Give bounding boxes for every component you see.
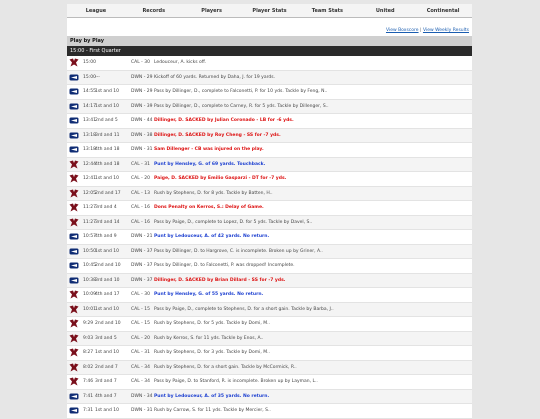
- play-description: Rush by Stephens, D. for a short gain. Tackle by McCormick, R..: [154, 364, 297, 370]
- ball-spot: CAL - 31: [131, 350, 150, 356]
- down-distance: 4th and 18: [95, 147, 120, 153]
- down-distance: 3rd and 14: [95, 219, 120, 225]
- dwn-team-logo-icon: [69, 73, 79, 82]
- play-time: 12:41: [83, 176, 96, 182]
- play-description: Rush by Stephens, D. for 8 yds. Tackle by Batten, H..: [154, 190, 273, 196]
- down-distance: 2nd and 10: [95, 263, 121, 269]
- play-row: [67, 143, 472, 158]
- down-distance: 1st and 10: [95, 248, 120, 254]
- play-row: [67, 56, 472, 71]
- play-time: 10:01: [83, 306, 96, 312]
- view-links: [386, 28, 469, 33]
- down-distance: 2nd and 10: [95, 321, 121, 327]
- play-row: [67, 172, 472, 187]
- play-description: Dons Penalty on Kerros, S.: Delay of Game.: [154, 205, 264, 211]
- play-row-inner: [67, 187, 472, 201]
- ball-spot: CAL - 16: [131, 219, 150, 225]
- play-time: 14:17: [83, 103, 96, 109]
- play-row: [67, 85, 472, 100]
- cal-team-logo-icon: [69, 305, 79, 314]
- play-time: 7:41: [83, 393, 94, 399]
- play-row: [67, 346, 472, 361]
- down-distance: 1st and 10: [95, 89, 120, 95]
- play-description: Rush by Carrow, S. for 11 yds. Tackle by Mercier, S..: [154, 408, 271, 414]
- cal-team-logo-icon: [69, 290, 79, 299]
- ball-spot: DWN - 21: [131, 234, 153, 240]
- down-distance: 1st and 10: [95, 350, 120, 356]
- dwn-team-logo-icon: [69, 276, 79, 285]
- play-description: Ledouceur, A. kicks off.: [154, 60, 207, 66]
- play-description: Pass by Dillinger, D. to Falconetti, P. was dropped! Incomplete.: [154, 263, 295, 269]
- play-time: 8:02: [83, 364, 94, 370]
- down-distance: 4th and 17: [95, 292, 120, 298]
- play-time: 13:18: [83, 132, 96, 138]
- play-row-inner: [67, 216, 472, 230]
- dwn-team-logo-icon: [69, 131, 79, 140]
- ball-spot: DWN - 29: [131, 89, 153, 95]
- play-row: [67, 245, 472, 260]
- play-by-play-header: Play by Play: [67, 36, 472, 46]
- ball-spot: CAL - 15: [131, 306, 150, 312]
- cal-team-logo-icon: [69, 160, 79, 169]
- page: [67, 4, 472, 414]
- play-time: 10:38: [83, 277, 96, 283]
- down-distance: 3rd and 11: [95, 132, 120, 138]
- play-row: [67, 390, 472, 405]
- play-row-inner: [67, 375, 472, 389]
- play-time: 11:27: [83, 205, 96, 211]
- view-boxscore-link[interactable]: View Boxscore: [385, 28, 419, 33]
- cal-team-logo-icon: [69, 363, 79, 372]
- play-row-inner: [67, 71, 472, 85]
- top-navigation: [67, 4, 472, 18]
- play-row-inner: [67, 317, 472, 331]
- nav-continental[interactable]: Continental: [426, 8, 460, 14]
- play-row-inner: [67, 85, 472, 99]
- ball-spot: DWN - 31: [131, 147, 153, 153]
- play-row-inner: [67, 332, 472, 346]
- play-description: Pass by Dillinger, D. to Hargrove, C. is incomplete. Broken up by Griner, A..: [154, 248, 323, 254]
- cal-team-logo-icon: [69, 58, 79, 67]
- down-distance: 2nd and 17: [95, 190, 121, 196]
- cal-team-logo-icon: [69, 348, 79, 357]
- cal-team-logo-icon: [69, 334, 79, 343]
- ball-spot: CAL - 34: [131, 379, 150, 385]
- nav-league[interactable]: League: [85, 8, 107, 14]
- ball-spot: DWN - 44: [131, 118, 153, 124]
- dwn-team-logo-icon: [69, 406, 79, 415]
- play-row: [67, 129, 472, 144]
- play-row: [67, 303, 472, 318]
- nav-players[interactable]: Players: [201, 8, 222, 14]
- play-row-inner: [67, 172, 472, 186]
- play-description: Pass by Dillinger, D., complete to Carney, R. for 5 yds. Tackle by Dillenger, S..: [154, 103, 329, 109]
- cal-team-logo-icon: [69, 174, 79, 183]
- play-row-inner: [67, 143, 472, 157]
- play-row-inner: [67, 390, 472, 404]
- play-row-inner: [67, 303, 472, 317]
- play-row: [67, 230, 472, 245]
- cal-team-logo-icon: [69, 189, 79, 198]
- play-time: 15:00: [83, 60, 96, 66]
- play-row-inner: [67, 404, 472, 418]
- play-description: Dillinger, D. SACKED by Julian Coronado - LB for -6 yds.: [154, 118, 294, 124]
- play-time: 10:45: [83, 263, 96, 269]
- play-row: [67, 361, 472, 376]
- ball-spot: CAL - 13: [131, 190, 150, 196]
- links-separator: |: [420, 28, 422, 33]
- nav-united[interactable]: United: [375, 8, 395, 14]
- view-weekly-results-link[interactable]: View Weekly Results: [422, 28, 469, 33]
- play-time: 13:41: [83, 118, 96, 124]
- ball-spot: DWN - 34: [131, 393, 153, 399]
- play-row: [67, 71, 472, 86]
- dwn-team-logo-icon: [69, 392, 79, 401]
- play-row-inner: [67, 346, 472, 360]
- ball-spot: CAL - 34: [131, 364, 150, 370]
- play-row-inner: [67, 274, 472, 288]
- nav-records[interactable]: Records: [142, 8, 166, 14]
- play-row: [67, 288, 472, 303]
- down-distance: 1st and 10: [95, 306, 120, 312]
- play-row-inner: [67, 288, 472, 302]
- play-row-inner: [67, 201, 472, 215]
- play-row: [67, 187, 472, 202]
- dwn-team-logo-icon: [69, 145, 79, 154]
- play-description: Punt by Hensley, G. of 55 yards. No return.: [154, 292, 264, 298]
- down-distance: 3rd and 10: [95, 277, 120, 283]
- play-row: [67, 201, 472, 216]
- dwn-team-logo-icon: [69, 232, 79, 241]
- play-row-inner: [67, 230, 472, 244]
- play-description: Dillinger, D. SACKED by Brian Dillard - SS for -7 yds.: [154, 277, 286, 283]
- ball-spot: DWN - 39: [131, 103, 153, 109]
- ball-spot: CAL - 31: [131, 161, 150, 167]
- play-row: [67, 158, 472, 173]
- play-time: 8:27: [83, 350, 94, 356]
- down-distance: ---: [95, 74, 100, 80]
- cal-team-logo-icon: [69, 218, 79, 227]
- ball-spot: CAL - 20: [131, 335, 150, 341]
- quarter-header: 15:00 - First Quarter: [67, 46, 472, 56]
- play-row: [67, 259, 472, 274]
- play-description: Punt by Hensley, G. of 69 yards. Touchback.: [154, 161, 266, 167]
- ball-spot: DWN - 37: [131, 248, 153, 254]
- down-distance: 1st and 10: [95, 408, 120, 414]
- down-distance: 4th and 9: [95, 234, 117, 240]
- down-distance: 1st and 10: [95, 176, 120, 182]
- play-row: [67, 332, 472, 347]
- play-time: 9:03: [83, 335, 94, 341]
- play-time: 14:55: [83, 89, 96, 95]
- cal-team-logo-icon: [69, 319, 79, 328]
- play-description: Rush by Stephens, D. for 3 yds. Tackle by Domi, M..: [154, 350, 270, 356]
- play-row-inner: [67, 56, 472, 70]
- nav-team-stats[interactable]: Team Stats: [311, 8, 343, 14]
- cal-team-logo-icon: [69, 203, 79, 212]
- play-list: [67, 56, 472, 419]
- play-description: Punt by Ledouceur, A. of 35 yards. No return.: [154, 393, 270, 399]
- play-description: Pass by Paige, D. to Stanford, R. is incomplete. Broken up by Layman, L..: [154, 379, 318, 385]
- ball-spot: CAL - 20: [131, 176, 150, 182]
- play-row: [67, 100, 472, 115]
- nav-player-stats[interactable]: Player Stats: [252, 8, 287, 14]
- play-row-inner: [67, 158, 472, 172]
- ball-spot: DWN - 37: [131, 277, 153, 283]
- ball-spot: DWN - 29: [131, 74, 153, 80]
- down-distance: 3rd and 4: [95, 205, 117, 211]
- play-row-inner: [67, 361, 472, 375]
- ball-spot: CAL - 30: [131, 60, 150, 66]
- down-distance: 2nd and 5: [95, 118, 118, 124]
- down-distance: 3rd and 7: [95, 379, 117, 385]
- play-description: Paige, D. SACKED by Emilio Gasparzi - DT for -7 yds.: [154, 176, 287, 182]
- play-time: 9:29: [83, 321, 94, 327]
- play-time: 10:09: [83, 292, 96, 298]
- play-description: Pass by Paige, D., complete to Lopez, D. for 5 yds. Tackle by Davel, S..: [154, 219, 313, 225]
- dwn-team-logo-icon: [69, 116, 79, 125]
- play-row-inner: [67, 129, 472, 143]
- play-time: 10:57: [83, 234, 96, 240]
- play-row: [67, 404, 472, 419]
- down-distance: 2nd and 7: [95, 364, 118, 370]
- play-row-inner: [67, 245, 472, 259]
- play-description: Dillinger, D. SACKED by Roy Cheng - SS for -7 yds.: [154, 132, 281, 138]
- play-row-inner: [67, 100, 472, 114]
- down-distance: 4th and 7: [95, 393, 117, 399]
- ball-spot: CAL - 30: [131, 292, 150, 298]
- play-time: 7:46: [83, 379, 94, 385]
- play-row: [67, 114, 472, 129]
- play-description: Punt by Ledouceur, A. of 42 yards. No return.: [154, 234, 270, 240]
- play-time: 10:50: [83, 248, 96, 254]
- play-description: Pass by Paige, D., complete to Stephens, D. for a short gain. Tackle by Barba, J..: [154, 306, 334, 312]
- play-time: 11:27: [83, 219, 96, 225]
- play-time: 7:31: [83, 408, 94, 414]
- play-row-inner: [67, 114, 472, 128]
- play-time: 13:18: [83, 147, 96, 153]
- ball-spot: DWN - 37: [131, 263, 153, 269]
- play-description: Rush by Stephens, D. for 5 yds. Tackle by Domi, M..: [154, 321, 270, 327]
- ball-spot: DWN - 38: [131, 132, 153, 138]
- play-row: [67, 216, 472, 231]
- ball-spot: CAL - 16: [131, 205, 150, 211]
- down-distance: 4th and 18: [95, 161, 120, 167]
- play-description: Kickoff of 60 yards. Returned by Daha, J. for 19 yards.: [154, 74, 275, 80]
- play-row: [67, 274, 472, 289]
- ball-spot: DWN - 31: [131, 408, 153, 414]
- play-time: 15:00: [83, 74, 96, 80]
- play-time: 12:44: [83, 161, 96, 167]
- dwn-team-logo-icon: [69, 247, 79, 256]
- down-distance: 1st and 10: [95, 103, 120, 109]
- play-time: 12:05: [83, 190, 96, 196]
- play-description: Rush by Kerros, S. for 11 yds. Tackle by Enos, A..: [154, 335, 264, 341]
- dwn-team-logo-icon: [69, 87, 79, 96]
- play-row: [67, 375, 472, 390]
- play-row-inner: [67, 259, 472, 273]
- dwn-team-logo-icon: [69, 102, 79, 111]
- cal-team-logo-icon: [69, 377, 79, 386]
- down-distance: 3rd and 5: [95, 335, 117, 341]
- play-description: Sam Dillenger - CB was injured on the play.: [154, 147, 264, 153]
- play-row: [67, 317, 472, 332]
- dwn-team-logo-icon: [69, 261, 79, 270]
- ball-spot: CAL - 15: [131, 321, 150, 327]
- play-description: Pass by Dillinger, D., complete to Falconetti, P. for 10 yds. Tackle by Feng, N..: [154, 89, 328, 95]
